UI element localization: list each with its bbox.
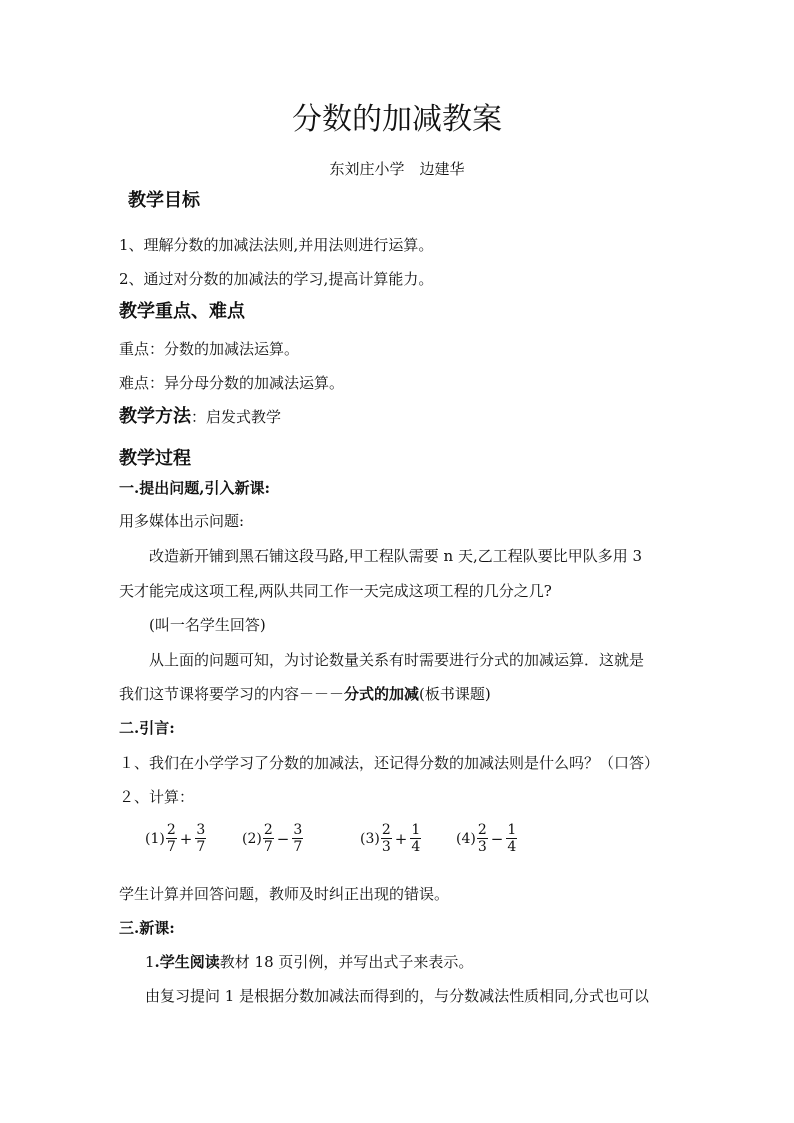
exercise-3 <box>360 822 422 855</box>
key-point: 重点：分数的加减法运算。 <box>119 340 300 358</box>
fraction: $\frac{1}{4}$ <box>507 822 517 855</box>
fraction: $\frac{2}{7}$ <box>166 822 176 855</box>
fraction: $\frac{3}{7}$ <box>196 822 206 855</box>
item-bold: .学生阅读 <box>154 953 220 971</box>
difficult-point: 难点：异分母分数的加减法运算。 <box>119 374 345 392</box>
item-number: 1 <box>145 953 155 971</box>
goal-2: 2、通过对分数的加减法的学习,提高计算能力。 <box>119 270 434 288</box>
operator: + <box>179 829 193 848</box>
part1-intro: 用多媒体出示问题: <box>119 512 245 530</box>
key-points-heading: 教学重点、难点 <box>119 301 245 322</box>
exercise-label: (4) <box>456 830 476 847</box>
explain-prefix: 我们这节课将要学习的内容－－－ <box>119 685 345 703</box>
process-heading: 教学过程 <box>119 448 191 469</box>
problem-line-1: 改造新开铺到黑石铺这段马路,甲工程队需要 n 天,乙工程队要比甲队多用 3 <box>149 547 643 565</box>
operator: − <box>276 829 290 848</box>
fraction: $\frac{2}{3}$ <box>477 822 487 855</box>
fraction: $\frac{2}{3}$ <box>381 822 391 855</box>
explain-bold: 分式的加减 <box>344 685 420 703</box>
page-title: 分数的加减教案 <box>292 102 502 137</box>
operator: + <box>394 829 408 848</box>
part2-heading: 二.引言: <box>119 719 175 737</box>
goals-heading: 教学目标 <box>128 190 200 211</box>
method-text: ：启发式教学 <box>191 408 282 426</box>
goal-1: 1、理解分数的加减法法则,并用法则进行运算。 <box>119 236 434 254</box>
answer-note: (叫一名学生回答) <box>149 616 266 634</box>
explain-line-1: 从上面的问题可知，为讨论数量关系有时需要进行分式的加减运算．这就是 <box>149 651 645 669</box>
part2-after: 学生计算并回答问题，教师及时纠正出现的错误。 <box>119 885 450 903</box>
author-line: 东刘庄小学 边建华 <box>329 160 465 178</box>
question-1: １、我们在小学学习了分数的加减法，还记得分数的加减法则是什么吗？（口答） <box>119 754 660 772</box>
question-2: ２、计算： <box>119 788 195 806</box>
method-heading: 教学方法 <box>119 406 191 427</box>
method-line <box>119 404 281 430</box>
problem-line-2: 天才能完成这项工程,两队共同工作一天完成这项工程的几分之几? <box>119 582 552 600</box>
fraction: $\frac{2}{7}$ <box>263 822 273 855</box>
operator: − <box>490 829 504 848</box>
fraction: $\frac{3}{7}$ <box>293 822 303 855</box>
item-rest: 教材 18 页引例，并写出式子来表示。 <box>219 953 474 971</box>
explain-line-2 <box>119 683 491 705</box>
part3-item-1 <box>145 951 473 973</box>
exercise-label: (3) <box>360 830 380 847</box>
part3-heading: 三.新课: <box>119 919 175 937</box>
exercise-4 <box>456 822 518 855</box>
exercise-label: (2) <box>242 830 262 847</box>
exercise-label: (1) <box>145 830 165 847</box>
explain-suffix: (板书课题) <box>419 685 491 703</box>
exercise-1 <box>145 822 207 855</box>
part1-heading: 一.提出问题,引入新课: <box>119 479 270 497</box>
part3-line-2: 由复习提问 1 是根据分数加减法而得到的，与分数减法性质相同,分式也可以 <box>145 987 649 1005</box>
exercise-2 <box>242 822 304 855</box>
fraction: $\frac{1}{4}$ <box>411 822 421 855</box>
